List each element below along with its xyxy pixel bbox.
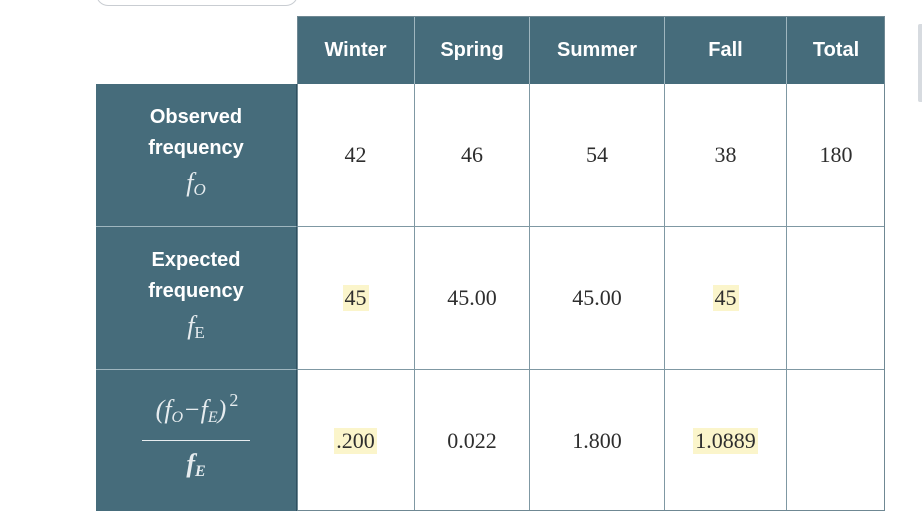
col-header-total: Total: [787, 16, 885, 84]
cell-chi-summer: 1.800: [530, 370, 665, 511]
cell-expected-winter[interactable]: [297, 227, 415, 370]
highlighted-value: .200: [336, 427, 375, 453]
chi-square-formula: [142, 390, 250, 487]
cell-observed-winter: 42: [297, 84, 415, 227]
col-header-spring: Spring: [415, 16, 530, 84]
row-label-line2: frequency: [148, 280, 244, 302]
cell-observed-fall: 38: [665, 84, 787, 227]
cell-expected-summer: 45.00: [530, 227, 665, 370]
cell-expected-spring: 45.00: [415, 227, 530, 370]
cell-expected-fall[interactable]: [665, 227, 787, 370]
row-header-observed: [96, 84, 297, 227]
observed-symbol: $f_O$: [186, 168, 206, 199]
cell-chi-spring: 0.022: [415, 370, 530, 511]
side-panel-edge: [918, 24, 922, 102]
cell-chi-winter[interactable]: [297, 370, 415, 511]
cell-chi-total: [787, 370, 885, 511]
highlighted-value: 45: [714, 285, 737, 310]
cell-observed-spring: 46: [415, 84, 530, 227]
cell-expected-total: [787, 227, 885, 370]
col-header-fall: Fall: [665, 16, 787, 84]
top-input-edge: [96, 0, 298, 6]
row-label-line2: frequency: [148, 137, 244, 159]
row-header-chi-square-term: [96, 370, 297, 511]
cell-chi-fall[interactable]: [665, 370, 787, 511]
fraction-bar: [142, 440, 250, 441]
cell-observed-summer: 54: [530, 84, 665, 227]
row-label-line1: Expected: [151, 249, 241, 271]
row-label-line1: Observed: [149, 106, 243, 128]
col-header-summer: Summer: [530, 16, 665, 84]
highlighted-value: 1.0889: [695, 427, 756, 453]
expected-symbol: $f_E$: [187, 311, 205, 342]
formula-denominator: $f_E$: [186, 449, 206, 480]
col-header-winter: Winter: [297, 16, 415, 84]
highlighted-value: 45: [344, 285, 367, 310]
row-header-expected: [96, 227, 297, 370]
formula-numerator: $(f_O-f_E)$ 2: [155, 390, 239, 426]
cell-observed-total: 180: [787, 84, 885, 227]
